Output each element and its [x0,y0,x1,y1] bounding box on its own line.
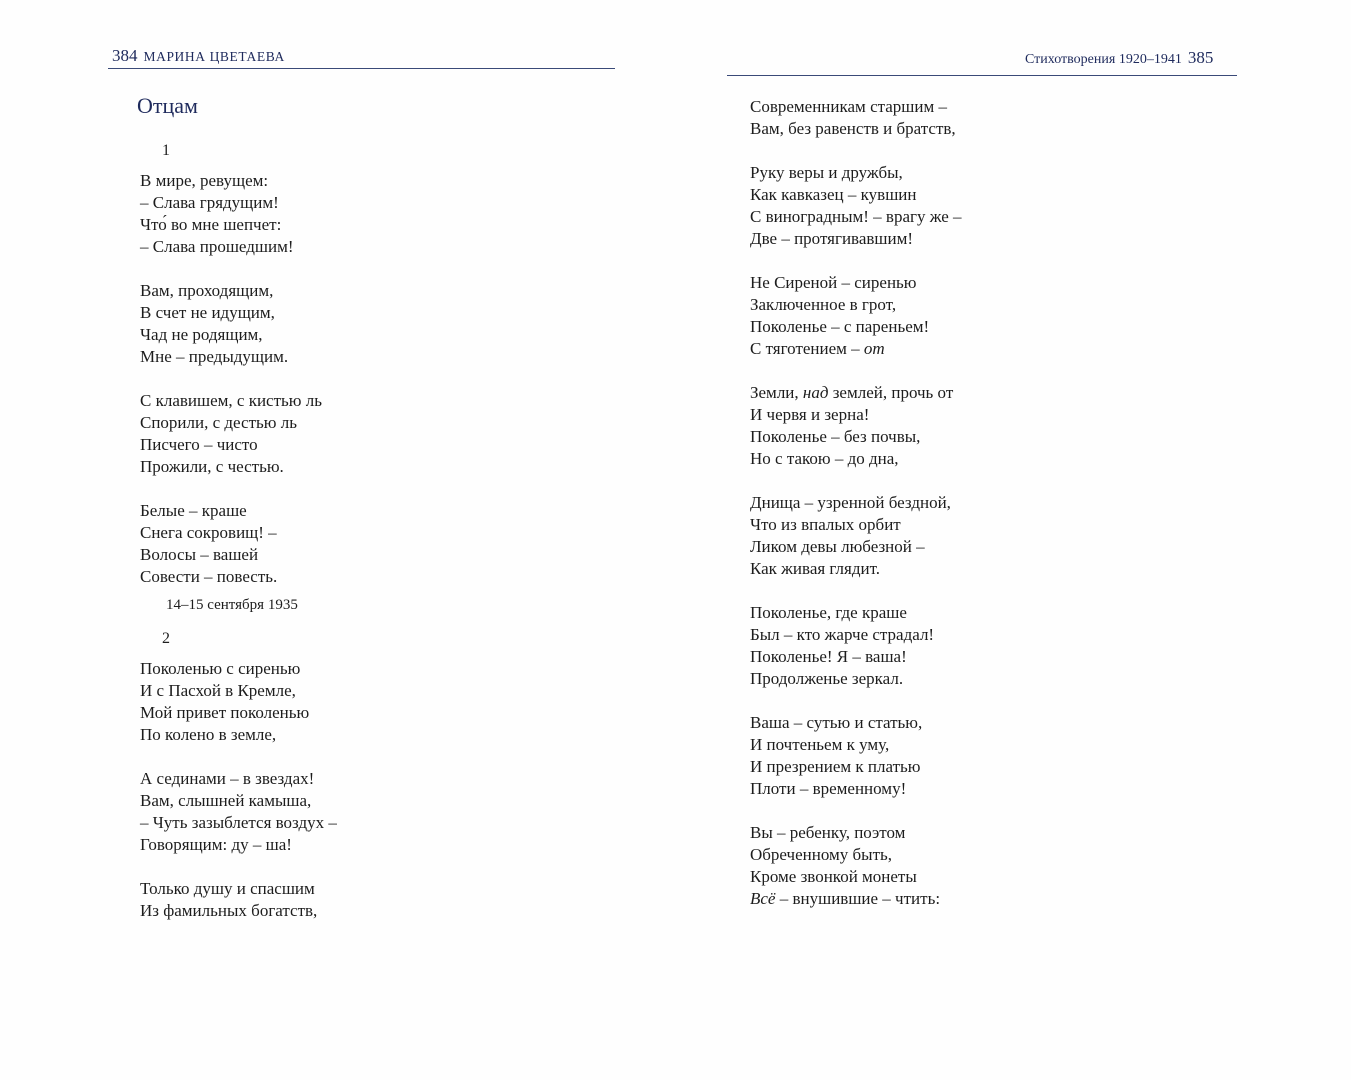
verse-line: Плоти – временному! [750,779,907,798]
stanza [750,822,962,910]
verse-line: Современникам старшим – [750,97,947,116]
verse-line: Как кавказец – кувшин [750,185,917,204]
verse-line: Белые – краше [140,501,247,520]
header-rule-right [727,75,1237,76]
verse-line [750,338,962,360]
part-number-1: 1 [162,142,170,159]
verse-text: землей, прочь от [828,383,954,402]
verse-line: Вы – ребенку, поэтом [750,823,906,842]
verse-line [750,382,962,404]
stanza [140,170,337,258]
verse-line: Но с такою – до дна, [750,449,899,468]
verse-line: Прожили, с честью. [140,457,284,476]
stanza [140,768,337,856]
verse-line: Говорящим: ду – ша! [140,835,292,854]
verse-text: С тяготением – [750,339,864,358]
section-title: Стихотворения 1920–1941 [1025,52,1182,67]
part-number-2: 2 [162,630,170,647]
verse-line: Снега сокровищ! – [140,523,277,542]
verse-line: Поколенье! Я – ваша! [750,647,907,666]
verse-line: Не Сиреной – сиренью [750,273,917,292]
verse-line: И червя и зерна! [750,405,870,424]
stanza [140,280,337,368]
verse-line: А сединами – в звездах! [140,769,315,788]
verse-line: Поколенью с сиренью [140,659,301,678]
poem-title: Отцам [137,93,198,118]
verse-line: Поколенье, где краше [750,603,907,622]
stanza [140,500,337,588]
poem-date: 14–15 сентября 1935 [166,597,298,613]
verse-line: – Слава прошедшим! [140,237,294,256]
stanza [140,390,337,478]
verse-line: Совести – повесть. [140,567,278,586]
verse-line [750,888,962,910]
verse-line: Поколенье – с пареньем! [750,317,930,336]
stanza [140,658,337,746]
stanza [750,492,962,580]
verse-text: – внушившие – чтить: [775,889,941,908]
verse-line: И с Пасхой в Кремле, [140,681,296,700]
italic-word: Всё [750,889,776,908]
page-number-left: 384 [112,46,138,65]
page-number-right: 385 [1187,48,1214,67]
verse-text: Земли, [750,383,803,402]
stanza [750,382,962,470]
verse-line: С виноградным! – врагу же – [750,207,962,226]
verse-line: Обреченному быть, [750,845,893,864]
verse-line: Вам, слышней камыша, [140,791,312,810]
verse-line: Заключенное в грот, [750,295,897,314]
right-text-column [750,96,962,932]
verse-line: – Чуть зазыблется воздух – [140,813,337,832]
verse-line: Мой привет поколенью [140,703,310,722]
verse-line: Был – кто жарче страдал! [750,625,935,644]
stanza [750,602,962,690]
verse-line: В мире, ревущем: [140,171,269,190]
verse-line: Кроме звонкой монеты [750,867,917,886]
stanza [750,96,962,140]
italic-word: над [802,383,829,402]
verse-line: По колено в земле, [140,725,277,744]
stanza [750,712,962,800]
stanza [140,878,337,922]
verse-line: В счет не идущим, [140,303,275,322]
header-rule-left [108,68,615,69]
verse-line: Что́ во мне шепчет: [140,215,282,234]
left-page [0,0,675,1080]
verse-line: Ваша – сутью и статью, [750,713,923,732]
verse-line: И почтеньем к уму, [750,735,890,754]
verse-line: И презрением к платью [750,757,921,776]
verse-line: Как живая глядит. [750,559,880,578]
verse-line: Мне – предыдущим. [140,347,289,366]
running-head-left [112,46,285,66]
verse-line: Из фамильных богатств, [140,901,318,920]
verse-line: Днища – узренной бездной, [750,493,951,512]
verse-line: Продолженье зеркал. [750,669,904,688]
stanza [750,272,962,360]
right-page [675,0,1351,1080]
verse-line: Руку веры и дружбы, [750,163,903,182]
verse-line: Ликом девы любезной – [750,537,925,556]
left-text-column [140,140,337,944]
verse-line: Волосы – вашей [140,545,259,564]
verse-line: Чад не родящим, [140,325,263,344]
verse-line: С клавишем, с кистью ль [140,391,322,410]
verse-line: Что из впалых орбит [750,515,901,534]
verse-line: Вам, проходящим, [140,281,274,300]
verse-line: Две – протягивавшим! [750,229,914,248]
verse-line: – Слава грядущим! [140,193,279,212]
stanza [750,162,962,250]
verse-line: Вам, без равенств и братств, [750,119,956,138]
verse-line: Писчего – чисто [140,435,258,454]
verse-line: Поколенье – без почвы, [750,427,921,446]
italic-word: от [863,339,885,358]
author-name: МАРИНА ЦВЕТАЕВА [143,49,285,64]
verse-line: Только душу и спасшим [140,879,315,898]
verse-line: Спорили, с дестью ль [140,413,297,432]
running-head-right [1025,48,1213,68]
